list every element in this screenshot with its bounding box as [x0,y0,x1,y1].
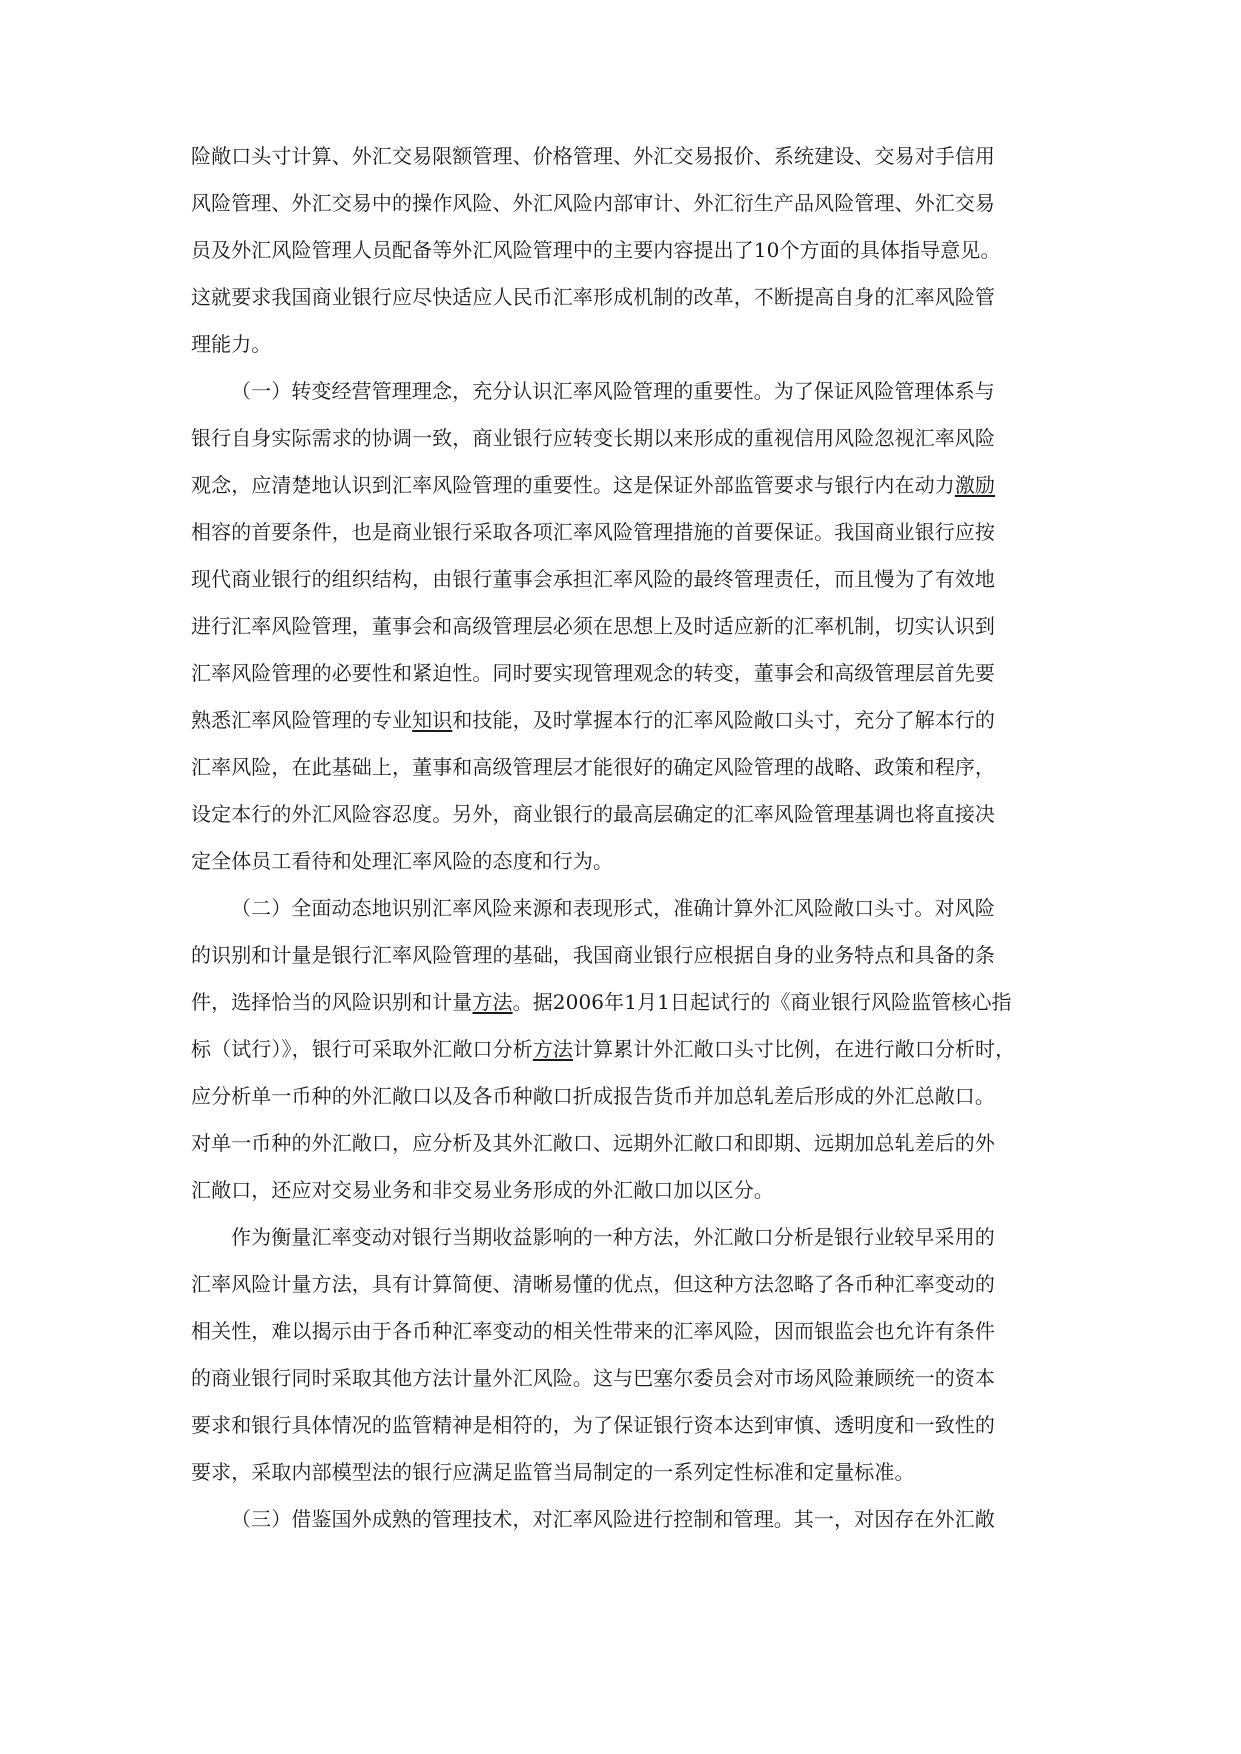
text-line: 险敞口头寸计算、外汇交易限额管理、价格管理、外汇交易报价、系统建设、交易对手信用 [191,144,995,168]
text-line: 定全体员工看待和处理汇率风险的态度和行为。 [191,849,614,873]
text-line: （一）转变经营管理理念，充分认识汇率风险管理的重要性。为了保证风险管理体系与 [231,379,995,403]
text-line: 相关性，难以揭示由于各币种汇率变动的相关性带来的汇率风险，因而银监会也允许有条件 [191,1319,995,1343]
text-line: （三）借鉴国外成熟的管理技术，对汇率风险进行控制和管理。其一，对因存在外汇敞 [231,1507,995,1531]
text-line: 的识别和计量是银行汇率风险管理的基础，我国商业银行应根据自身的业务特点和具备的条 [191,943,995,967]
text-segment: 和技能，及时掌握本行的汇率风险敞口头寸，充分了解本行的 [452,708,996,732]
text-line: 理能力。 [191,332,272,356]
text-line: 现代商业银行的组织结构，由银行董事会承担汇率风险的最终管理责任，而且慢为了有效地 [191,567,995,591]
text-line: 应分析单一币种的外汇敞口以及各币种敞口折成报告货币并加总轧差后形成的外汇总敞口。 [191,1084,995,1108]
text-line: 相容的首要条件，也是商业银行采取各项汇率风险管理措施的首要保证。我国商业银行应按 [191,520,995,544]
link-fangfa[interactable]: 方法 [532,1037,574,1061]
link-jili[interactable]: 激励 [954,473,996,497]
text-segment: 观念，应清楚地认识到汇率风险管理的重要性。这是保证外部监管要求与银行内在动力 [191,473,955,497]
text-line: 作为衡量汇率变动对银行当期收益影响的一种方法，外汇敞口分析是银行业较早采用的 [231,1225,995,1249]
text-line: 汇率风险管理的必要性和紧迫性。同时要实现管理观念的转变，董事会和高级管理层首先要 [191,661,995,685]
text-line: 要求和银行具体情况的监管精神是相符的，为了保证银行资本达到审慎、透明度和一致性的 [191,1413,995,1437]
link-fangfa[interactable]: 方法 [472,990,513,1014]
text-line: 风险管理、外汇交易中的操作风险、外汇风险内部审计、外汇衍生产品风险管理、外汇交易 [191,191,995,215]
text-line: 员及外汇风险管理人员配备等外汇风险管理中的主要内容提出了10个方面的具体指导意见。 [191,238,1001,262]
text-line: 汇敞口，还应对交易业务和非交易业务形成的外汇敞口加以区分。 [191,1178,774,1202]
text-line: 设定本行的外汇风险容忍度。另外，商业银行的最高层确定的汇率风险管理基调也将直接决 [191,802,995,826]
text-line: 的商业银行同时采取其他方法计量外汇风险。这与巴塞尔委员会对市场风险兼顾统一的资本 [191,1366,995,1390]
text-line [191,1035,1071,1063]
text-line: 对单一币种的外汇敞口，应分析及其外汇敞口、远期外汇敞口和即期、远期加总轧差后的外 [191,1131,995,1155]
text-line [191,988,1071,1016]
text-line: 要求，采取内部模型法的银行应满足监管当局制定的一系列定性标准和定量标准。 [191,1460,915,1484]
text-line: 汇率风险，在此基础上，董事和高级管理层才能很好的确定风险管理的战略、政策和程序， [191,755,995,779]
text-line [191,706,1071,734]
text-line: 汇率风险计量方法，具有计算简便、清晰易懂的优点，但这种方法忽略了各币种汇率变动的 [191,1272,995,1296]
text-segment: 。据2006年1月1日起试行的《商业银行风险监管核心指 [512,990,1012,1014]
text-segment: 熟悉汇率风险管理的专业 [191,708,413,732]
link-zhishi[interactable]: 知识 [412,708,453,732]
text-line [191,471,1071,499]
text-segment: 标（试行）》，银行可采取外汇敞口分析 [191,1037,533,1061]
text-line: （二）全面动态地识别汇率风险来源和表现形式，准确计算外汇风险敞口头寸。对风险 [231,896,995,920]
text-line: 进行汇率风险管理，董事会和高级管理层必须在思想上及时适应新的汇率机制，切实认识到 [191,614,995,638]
text-line: 这就要求我国商业银行应尽快适应人民币汇率形成机制的改革，不断提高自身的汇率风险管 [191,285,995,309]
text-segment: 计算累计外汇敞口头寸比例，在进行敞口分析时， [573,1037,1016,1061]
text-segment: 件，选择恰当的风险识别和计量 [191,990,473,1014]
text-line: 银行自身实际需求的协调一致，商业银行应转变长期以来形成的重视信用风险忽视汇率风险 [191,426,995,450]
